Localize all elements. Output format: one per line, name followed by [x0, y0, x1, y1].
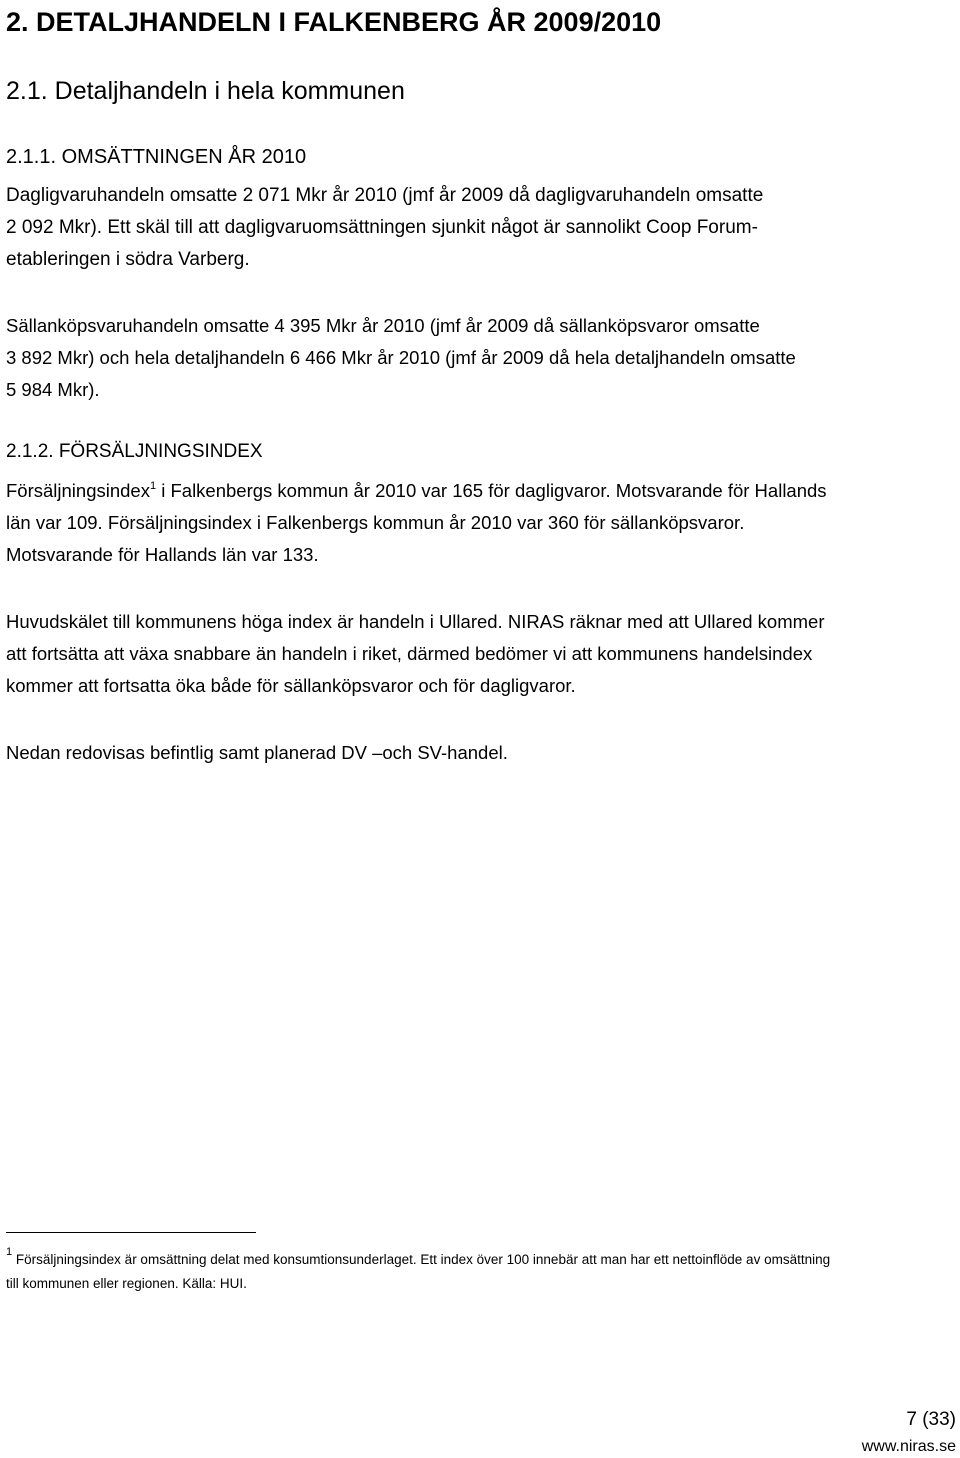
paragraph-dagligvaruhandeln: [6, 180, 958, 276]
subsection-heading-forsaljningsindex: 2.1.2. FÖRSÄLJNINGSINDEX: [6, 441, 263, 462]
page-number: 7 (33): [906, 1409, 956, 1430]
footnote-marker: 1: [6, 1246, 13, 1258]
paragraph-sallankopsvaruhandeln: [6, 310, 958, 406]
text-line: 3 892 Mkr) och hela detaljhandeln 6 466 Mkr år 2010 (jmf år 2009 då hela detaljhandeln omsatte: [6, 347, 796, 368]
text-line: Motsvarande för Hallands län var 133.: [6, 544, 319, 565]
text-line: att fortsätta att växa snabbare än handeln i riket, därmed bedömer vi att kommunens handelsindex: [6, 643, 813, 664]
text-run: i Falkenbergs kommun år 2010 var 165 för dagligvaror. Motsvarande för Hallands: [156, 480, 827, 501]
paragraph-huvudskalet: [6, 606, 958, 702]
paragraph-nedan-redovisas: [6, 737, 958, 769]
footnote: [6, 1248, 960, 1296]
website-link[interactable]: www.niras.se: [861, 1438, 956, 1455]
text-line: [6, 475, 958, 507]
footnote-text: Försäljningsindex är omsättning delat med konsumtionsunderlaget. Ett index över 100 innebär att man har ett nettoinflöde av omsättning: [12, 1252, 831, 1267]
footnote-line: [6, 1248, 960, 1272]
text-line: Huvudskälet till kommunens höga index är handeln i Ullared. NIRAS räknar med att Ullared kommer: [6, 611, 825, 632]
text-line: Nedan redovisas befintlig samt planerad DV –och SV-handel.: [6, 742, 508, 763]
footnote-separator: [6, 1232, 256, 1233]
footnote-line: till kommunen eller regionen. Källa: HUI.: [6, 1276, 247, 1291]
chapter-heading: 2. DETALJHANDELN I FALKENBERG ÅR 2009/2010: [6, 7, 662, 37]
text-line: kommer att fortsatta öka både för sällanköpsvaror och för dagligvaror.: [6, 675, 576, 696]
paragraph-forsaljningsindex: [6, 475, 958, 571]
index-term: Försäljningsindex: [6, 480, 150, 501]
text-line: etableringen i södra Varberg.: [6, 249, 250, 270]
text-line: län var 109. Försäljningsindex i Falkenbergs kommun år 2010 var 360 för sällanköpsvaror.: [6, 512, 745, 533]
text-line: 2 092 Mkr). Ett skäl till att dagligvaruomsättningen sjunkit något är sannolikt Coop Forum-: [6, 217, 758, 238]
subsection-heading-omsattning: 2.1.1. OMSÄTTNINGEN ÅR 2010: [6, 146, 307, 168]
text-line: 5 984 Mkr).: [6, 379, 100, 400]
footnote-reference[interactable]: 1: [149, 480, 157, 492]
text-line: Dagligvaruhandeln omsatte 2 071 Mkr år 2010 (jmf år 2009 då dagligvaruhandeln omsatte: [6, 185, 764, 206]
text-line: Sällanköpsvaruhandeln omsatte 4 395 Mkr år 2010 (jmf år 2009 då sällanköpsvaror omsatte: [6, 315, 760, 336]
section-heading: 2.1. Detaljhandeln i hela kommunen: [6, 77, 405, 105]
